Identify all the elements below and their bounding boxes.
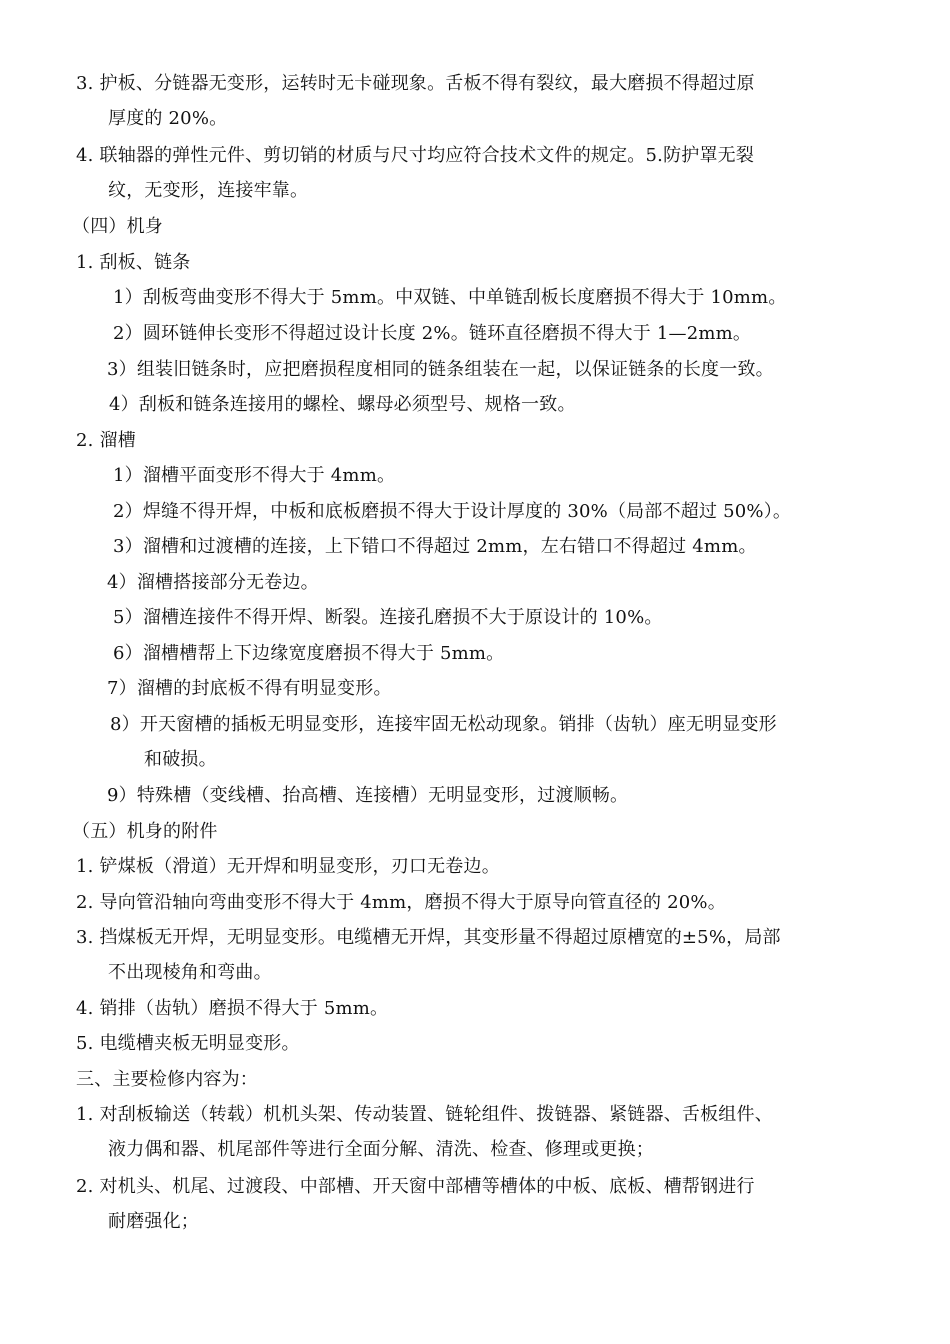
accessory-item-5: 5. 电缆槽夹板无明显变形。 xyxy=(76,1033,300,1054)
scraper-item-3: 3）组装旧链条时，应把磨损程度相同的链条组装在一起，以保证链条的长度一致。 xyxy=(107,359,774,380)
chute-item-4: 4）溜槽搭接部分无卷边。 xyxy=(107,572,319,593)
item-4-continuation: 纹，无变形，连接牢靠。 xyxy=(108,180,309,201)
accessory-item-1: 1. 铲煤板（滑道）无开焊和明显变形，刃口无卷边。 xyxy=(76,856,500,877)
accessory-item-4: 4. 销排（齿轨）磨损不得大于 5mm。 xyxy=(76,998,389,1019)
chute-item-7: 7）溜槽的封底板不得有明显变形。 xyxy=(107,678,392,699)
chute-item-6: 6）溜槽槽帮上下边缘宽度磨损不得大于 5mm。 xyxy=(113,643,505,664)
maintenance-item-2-continuation: 耐磨强化； xyxy=(108,1211,199,1232)
chute-item-9: 9）特殊槽（变线槽、抬高槽、连接槽）无明显变形，过渡顺畅。 xyxy=(107,785,629,806)
maintenance-item-1-continuation: 液力偶和器、机尾部件等进行全面分解、清洗、检查、修理或更换； xyxy=(108,1139,654,1160)
chute-item-2: 2）焊缝不得开焊，中板和底板磨损不得大于设计厚度的 30%（局部不超过 50%）。 xyxy=(113,501,792,522)
section-heading-maintenance: 三、主要检修内容为： xyxy=(76,1069,258,1090)
maintenance-item-2: 2. 对机头、机尾、过渡段、中部槽、开天窗中部槽等槽体的中板、底板、槽帮钢进行 xyxy=(76,1176,755,1197)
section-heading-body: （四）机身 xyxy=(72,216,163,237)
subsection-chute: 2. 溜槽 xyxy=(76,430,136,451)
accessory-item-3-continuation: 不出现棱角和弯曲。 xyxy=(108,962,272,983)
section-heading-body-accessories: （五）机身的附件 xyxy=(72,821,218,842)
scraper-item-1: 1）刮板弯曲变形不得大于 5mm。中双链、中单链刮板长度磨损不得大于 10mm。 xyxy=(113,287,787,308)
maintenance-item-1: 1. 对刮板输送（转载）机机头架、传动装置、链轮组件、拨链器、紧链器、舌板组件、 xyxy=(76,1104,773,1125)
item-4-coupling: 4. 联轴器的弹性元件、剪切销的材质与尺寸均应符合技术文件的规定。5.防护罩无裂 xyxy=(76,145,755,166)
item-3-continuation: 厚度的 20%。 xyxy=(108,108,228,129)
chute-item-1: 1）溜槽平面变形不得大于 4mm。 xyxy=(113,465,396,486)
chute-item-8-continuation: 和破损。 xyxy=(144,749,217,770)
chute-item-8: 8）开天窗槽的插板无明显变形，连接牢固无松动现象。销排（齿轨）座无明显变形 xyxy=(110,714,777,735)
scraper-item-2: 2）圆环链伸长变形不得超过设计长度 2%。链环直径磨损不得大于 1—2mm。 xyxy=(113,323,752,344)
chute-item-5: 5）溜槽连接件不得开焊、断裂。连接孔磨损不大于原设计的 10%。 xyxy=(113,607,663,628)
scraper-item-4: 4）刮板和链条连接用的螺栓、螺母必须型号、规格一致。 xyxy=(109,394,576,415)
subsection-scraper-chain: 1. 刮板、链条 xyxy=(76,252,191,273)
item-3-guard-plate: 3. 护板、分链器无变形，运转时无卡碰现象。舌板不得有裂纹，最大磨损不得超过原 xyxy=(76,73,755,94)
accessory-item-3: 3. 挡煤板无开焊，无明显变形。电缆槽无开焊，其变形量不得超过原槽宽的±5%，局部 xyxy=(76,927,781,948)
chute-item-3: 3）溜槽和过渡槽的连接，上下错口不得超过 2mm，左右错口不得超过 4mm。 xyxy=(113,536,757,557)
accessory-item-2: 2. 导向管沿轴向弯曲变形不得大于 4mm，磨损不得大于原导向管直径的 20%。 xyxy=(76,892,726,913)
